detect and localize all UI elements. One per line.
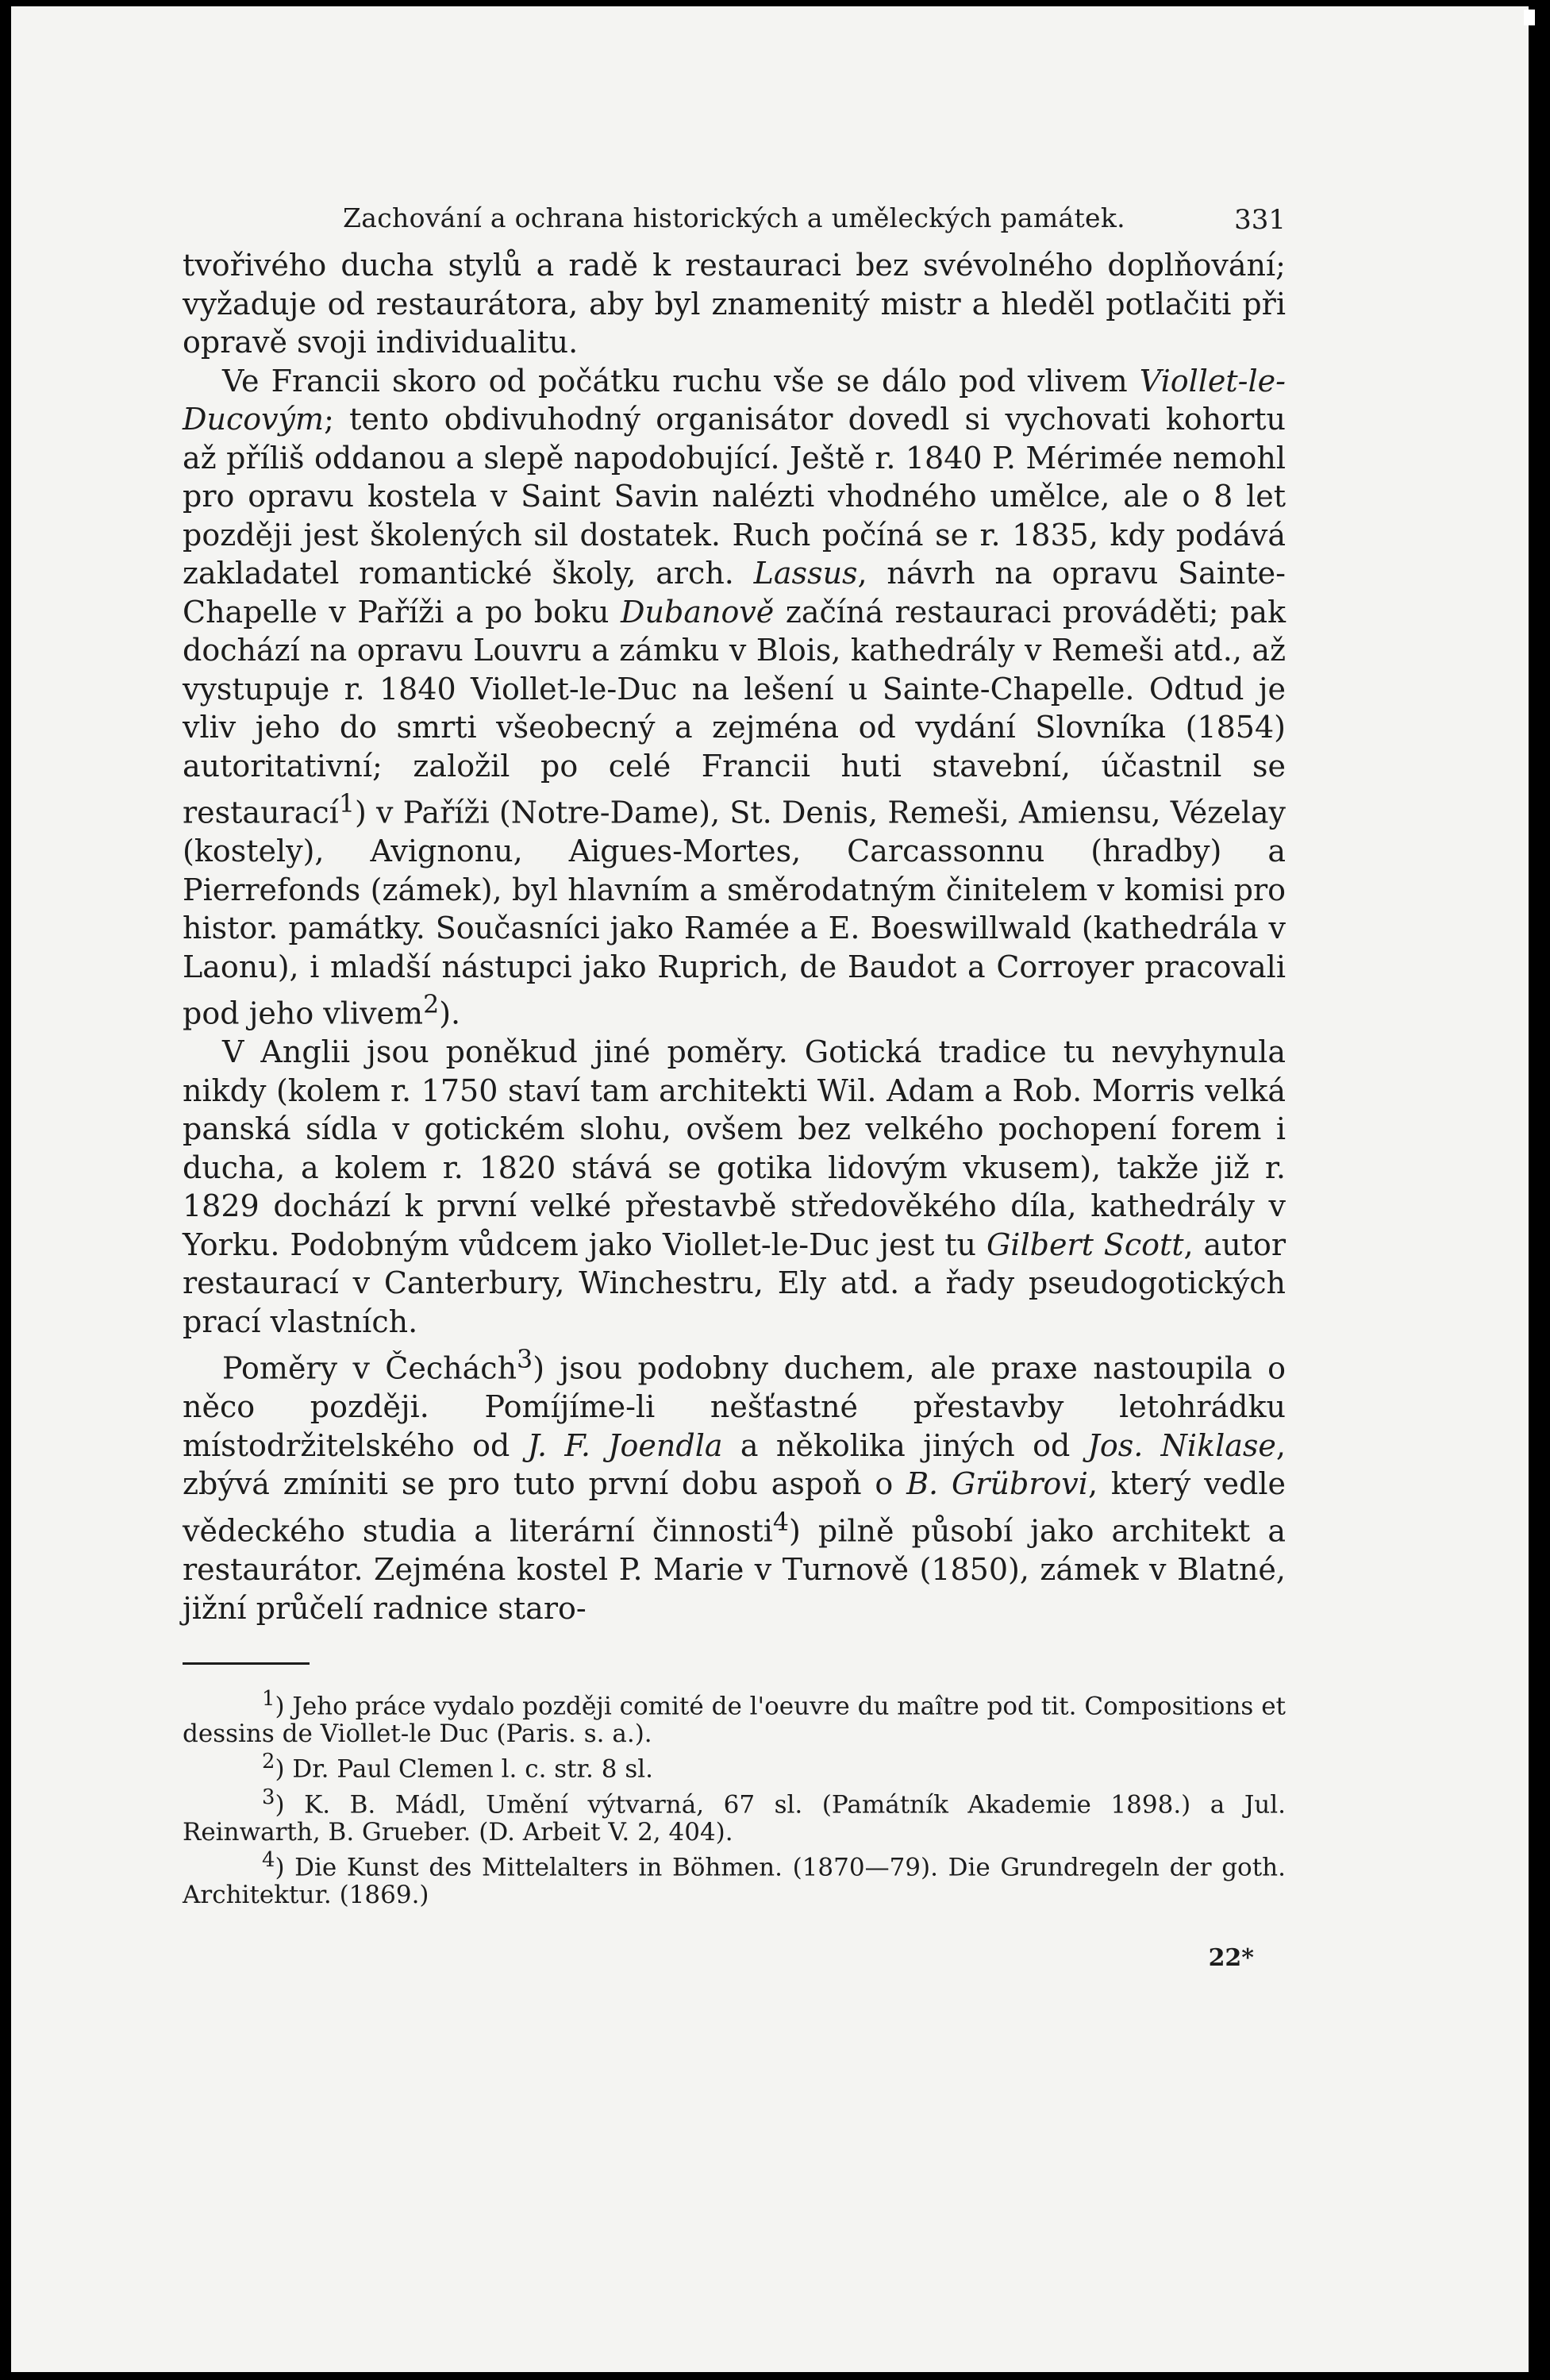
page-number: 331 <box>1234 204 1286 236</box>
paragraph-text-run: Ve Francii skoro od počátku ruchu vše se dálo pod vlivem <box>222 363 1140 399</box>
paragraph-italic-name: J. F. Joendla <box>527 1427 723 1463</box>
paragraph-italic-name: B. Grübrovi <box>906 1466 1088 1502</box>
paragraph-text-run: V Anglii jsou poněkud jiné poměry. Gotická tradice tu nevyhynula nikdy (kolem r. 1750 staví tam architekti Wil. Adam a Rob. Morris velká panská sídla v gotickém slohu, ovšem bez velkého pochopení forem i ducha, a kolem r. 1820 stává se gotika lidovým vkusem), takže již r. 1829 dochází k první velké přestavbě středověkého díla, kathedrály v Yorku. Podobným vůdcem jako Viollet-le-Duc jest tu <box>183 1034 1286 1262</box>
paragraph-text-run: ) v Paříži (Notre-Dame), St. Denis, Remeši, Amiensu, Vézelay (kostely), Avignonu, Aigues-Mortes, Carcassonnu (hradby) a Pierrefonds (zámek), byl hlavním a směrodatným činitelem v komisi pro histor. památky. Současníci jako Ramée a E. Boeswillwald (kathedrála v Laonu), i mladší nástupci jako Ruprich, de Baudot a Corroyer pracovali pod jeho vlivem <box>183 795 1286 1031</box>
footnote-text-run: ) Die Kunst des Mittelalters in Böhmen. (1870—79). Die Grundregeln der goth. Architektur. (1869.) <box>183 1853 1286 1910</box>
footnote-note-ref: 3 <box>262 1785 275 1809</box>
running-header <box>183 191 1286 246</box>
paragraph-italic-name: Jos. Niklase <box>1087 1427 1276 1463</box>
page-text-block <box>183 191 1286 1972</box>
paragraph-text-run: , návrh na opravu Sainte-Chapelle v Paříži a po boku <box>183 556 1286 630</box>
paragraph-note-ref: 2 <box>423 991 440 1020</box>
paragraph-note-ref: 1 <box>338 790 355 818</box>
footnote <box>183 1685 1286 1748</box>
paragraph-text-run: tvořivého ducha stylů a radě k restauraci bez svévolného doplňování; vyžaduje od restaurátora, aby byl znamenitý mistr a hleděl potlačiti při opravě svoji individualitu. <box>183 248 1286 360</box>
paragraph-text-run: , zbývá zmíniti se pro tuto první dobu aspoň o <box>183 1427 1287 1502</box>
signature-mark: 22* <box>1208 1944 1254 1973</box>
footnote-text-run: ) Jeho práce vydalo později comité de l'oeuvre du maître pod tit. Compositions et dessins de Viollet-le Duc (Paris. s. a.). <box>183 1692 1286 1749</box>
paragraph-text-run: Poměry v Čechách <box>222 1350 517 1386</box>
paragraph-italic-name: Lassus <box>753 556 858 591</box>
paragraph-text-run: , autor restaurací v Canterbury, Winchestru, Ely atd. a řady pseudogotických prací vlastních. <box>183 1227 1286 1339</box>
paragraph-italic-name: Viollet-le-Ducovým <box>183 363 1286 437</box>
paragraph-italic-name: Dubanově <box>621 594 775 630</box>
paragraph <box>183 1033 1286 1341</box>
paragraph-text-run: ; tento obdivuhodný organisátor dovedl si vychovati kohortu až příliš oddanou a slepě napodobující. Ještě r. 1840 P. Mérimée nemohl pro opravu kostela v Saint Savin nalézti vhodného umělce, ale o 8 let později jest školených sil dostatek. Ruch počíná se r. 1835, kdy podává zakladatel romantické školy, arch. <box>183 402 1286 591</box>
paragraph-text-run: ) pilně působí jako architekt a restaurátor. Zejména kostel P. Marie v Turnově (1850), zámek v Blatné, jižní průčelí radnice staro- <box>183 1513 1286 1626</box>
footnote-note-ref: 2 <box>262 1750 275 1774</box>
footnote <box>183 1784 1286 1847</box>
paragraph <box>183 362 1286 1034</box>
paragraph-text-run: ) jsou podobny duchem, ale praxe nastoupila o něco později. Pomíjíme-li nešťastné přestavby letohrádku místodržitelského od <box>183 1350 1286 1463</box>
footnote-text-run: ) K. B. Mádl, Umění výtvarná, 67 sl. (Památník Akademie 1898.) a Jul. Reinwarth, B. Grueber. (D. Arbeit V. 2, 404). <box>183 1790 1286 1847</box>
paragraph <box>183 246 1286 362</box>
paragraph <box>183 1341 1286 1627</box>
footnote-text-run: ) Dr. Paul Clemen l. c. str. 8 sl. <box>275 1754 654 1784</box>
footnote-note-ref: 1 <box>262 1687 275 1712</box>
paragraph-note-ref: 4 <box>772 1508 790 1537</box>
footnote <box>183 1748 1286 1783</box>
scan-edge-mark <box>1524 10 1535 25</box>
paragraph-text-run: ). <box>439 996 461 1031</box>
paragraph-text-run: a několika jiných od <box>722 1427 1088 1463</box>
paragraph-italic-name: Gilbert Scott <box>986 1227 1184 1262</box>
paragraph-note-ref: 3 <box>517 1346 533 1375</box>
body-text <box>183 246 1286 1627</box>
footnotes <box>183 1685 1286 1909</box>
footnote <box>183 1847 1286 1909</box>
footnote-separator <box>183 1662 310 1665</box>
footnote-note-ref: 4 <box>262 1848 275 1873</box>
paragraph-text-run: , který vedle vědeckého studia a literární činnosti <box>183 1466 1286 1549</box>
paragraph-text-run: začíná restauraci prováděti; pak dochází na opravu Louvru a zámku v Blois, kathedrály v Remeši atd., až vystupuje r. 1840 Viollet-le-Duc na lešení u Sainte-Chapelle. Odtud je vliv jeho do smrti všeobecný a zejména od vydání Slovníka (1854) autoritativní; založil po celé Francii huti stavební, účastnil se restaurací <box>183 594 1286 830</box>
running-header-title: Zachování a ochrana historických a uměleckých památek. <box>343 202 1125 233</box>
